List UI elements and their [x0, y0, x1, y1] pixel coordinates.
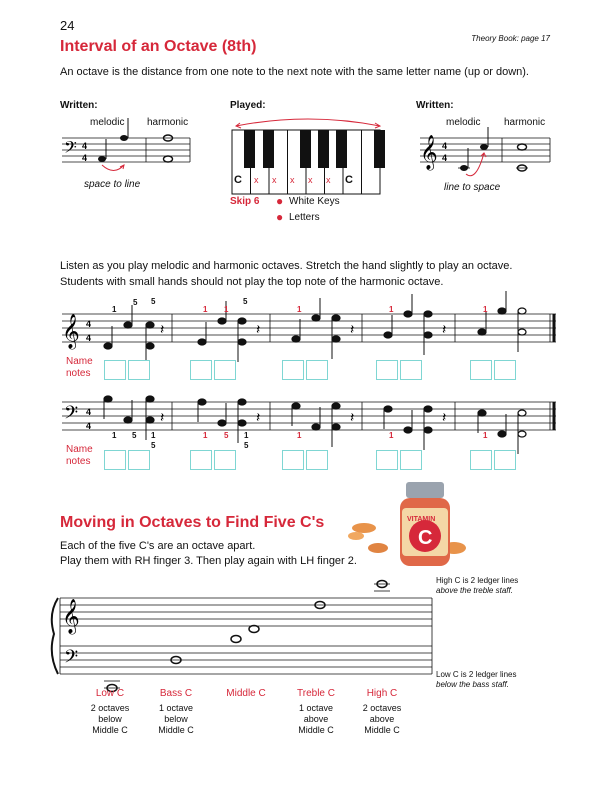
skip-mark: x [272, 175, 277, 185]
note-head [332, 424, 340, 430]
bass-harmonic-label: harmonic [147, 117, 189, 128]
note-head [518, 329, 526, 335]
note-head [238, 318, 246, 324]
svg-text:4: 4 [82, 153, 88, 163]
note-head [518, 308, 526, 314]
note-head [146, 396, 154, 402]
note-head [104, 396, 112, 402]
c-name-label: Treble C [297, 688, 335, 699]
note-head [332, 315, 340, 321]
note-name-box[interactable] [400, 360, 422, 380]
note-head [146, 417, 154, 423]
c-description: 1 octave below Middle C [158, 703, 194, 735]
note-name-box[interactable] [104, 360, 126, 380]
keyboard-right-c: C [345, 174, 353, 186]
note-head [404, 311, 412, 317]
note-head [478, 329, 486, 335]
finger-number: 1 [203, 305, 208, 314]
keyboard-left-c: C [234, 174, 242, 186]
quarter-rest: 𝄽 [160, 410, 165, 426]
note-head [424, 332, 432, 338]
note-name-box[interactable] [214, 360, 236, 380]
note-name-box[interactable] [376, 450, 398, 470]
section-title-2: Moving in Octaves to Find Five C's [60, 514, 325, 531]
treble-exercise-staff [62, 312, 562, 356]
svg-text:𝄢: 𝄢 [64, 403, 79, 428]
quarter-rest: 𝄽 [256, 410, 261, 426]
finger-number: 1 [112, 305, 117, 314]
svg-text:𝄞: 𝄞 [62, 314, 80, 349]
note-name-box[interactable] [306, 450, 328, 470]
note-head [104, 343, 112, 349]
treble-melodic-label: melodic [446, 117, 481, 128]
bass-melodic-label: melodic [90, 117, 125, 128]
note-head [518, 410, 526, 416]
section2-line-1: Each of the five C's are an octave apart. [60, 540, 256, 552]
quarter-rest: 𝄽 [256, 322, 261, 338]
note-name-box[interactable] [282, 360, 304, 380]
c-name-label: Middle C [226, 688, 266, 699]
note-head [384, 332, 392, 338]
grand-staff [48, 574, 438, 694]
finger-number: 1 [483, 305, 488, 314]
note-head [124, 417, 132, 423]
note-head [238, 399, 246, 405]
note-name-box[interactable] [190, 450, 212, 470]
note-name-box[interactable] [400, 450, 422, 470]
note-name-box[interactable] [128, 450, 150, 470]
quarter-rest: 𝄽 [442, 410, 447, 426]
note-head [218, 420, 226, 426]
svg-text:4: 4 [86, 421, 92, 431]
note-head [424, 406, 432, 412]
c-description: 2 octaves below Middle C [90, 703, 130, 735]
note-head [332, 336, 340, 342]
note-head [424, 427, 432, 433]
instruction-line-1: Listen as you play melodic and harmonic octaves. Stretch the hand slightly to play an octave. [60, 260, 513, 272]
skip-mark: x [254, 175, 259, 185]
note-head [518, 431, 526, 437]
note-head [146, 322, 154, 328]
finger-number: 1 [389, 431, 394, 440]
played-heading: Played: [230, 100, 266, 111]
note-head [238, 420, 246, 426]
high-c-note: High C is 2 ledger lines above the treble staff. [436, 576, 519, 595]
treble-octave-staff [420, 134, 560, 178]
bullet-white-keys: White Keys [289, 196, 340, 207]
name-notes-label-1: Name notes [66, 356, 93, 379]
c-name-label: Low C [95, 688, 125, 699]
note-head [498, 308, 506, 314]
svg-text:4: 4 [86, 333, 92, 343]
name-notes-label-2: Name notes [66, 444, 93, 467]
bullet-icon: ● [276, 194, 284, 208]
bottle-letter: C [418, 527, 433, 549]
finger-number: 5 [151, 441, 156, 450]
note-name-box[interactable] [376, 360, 398, 380]
note-head [424, 311, 432, 317]
svg-text:4: 4 [442, 153, 448, 163]
finger-number: 5 [133, 298, 138, 307]
bottle-label: VITAMIN [407, 516, 436, 523]
section-title: Interval of an Octave (8th) [60, 38, 257, 55]
svg-text:𝄞: 𝄞 [62, 599, 80, 634]
finger-number: 1 [244, 431, 249, 440]
finger-number: 1 [297, 431, 302, 440]
note-head [404, 427, 412, 433]
page-number: 24 [60, 18, 75, 33]
c-description: 1 octave above Middle C [298, 703, 334, 735]
skip-mark: x [326, 175, 331, 185]
c-name-label: Bass C [159, 688, 193, 699]
svg-text:4: 4 [82, 141, 88, 151]
c-name-label: High C [366, 688, 398, 699]
quarter-rest: 𝄽 [350, 410, 355, 426]
bass-written-heading: Written: [60, 100, 98, 111]
note-head [312, 315, 320, 321]
note-name-box[interactable] [214, 450, 236, 470]
section2-line-2: Play them with RH finger 3. Then play again with LH finger 2. [60, 555, 357, 567]
finger-number: 1 [203, 431, 208, 440]
skip-label: Skip 6 [230, 196, 260, 207]
low-c-note: Low C is 2 ledger lines below the bass staff. [436, 670, 517, 689]
finger-number: 5 [132, 431, 137, 440]
svg-text:𝄢: 𝄢 [64, 137, 77, 161]
note-head [332, 403, 340, 409]
note-name-box[interactable] [104, 450, 126, 470]
note-name-box[interactable] [128, 360, 150, 380]
skip-mark: x [308, 175, 313, 185]
bullet-icon: ● [276, 210, 284, 224]
bass-octave-staff [62, 134, 202, 178]
note-name-box[interactable] [282, 450, 304, 470]
finger-number: 1 [389, 305, 394, 314]
finger-number: 1 [297, 305, 302, 314]
bullet-letters: Letters [289, 212, 320, 223]
note-head [218, 318, 226, 324]
intro-text: An octave is the distance from one note to the next note with the same letter name (up or down). [60, 66, 529, 78]
finger-number: 5 [151, 297, 156, 306]
vitamin-bottle-illustration [336, 478, 476, 578]
treble-written-heading: Written: [416, 100, 454, 111]
instruction-line-2: Students with small hands should not play the top note of the harmonic octave. [60, 276, 444, 288]
svg-text:𝄢: 𝄢 [64, 647, 79, 672]
svg-text:𝄞: 𝄞 [420, 135, 438, 170]
bass-caption: space to line [84, 179, 141, 190]
note-head [146, 343, 154, 349]
note-head [198, 339, 206, 345]
finger-number: 5 [244, 441, 249, 450]
note-head [124, 322, 132, 328]
note-head [238, 339, 246, 345]
finger-number: 1 [224, 305, 229, 314]
svg-text:4: 4 [86, 407, 92, 417]
quarter-rest: 𝄽 [442, 322, 447, 338]
note-name-box[interactable] [494, 450, 516, 470]
note-name-box[interactable] [190, 360, 212, 380]
note-name-box[interactable] [470, 450, 492, 470]
note-head [312, 424, 320, 430]
finger-number: 5 [224, 431, 229, 440]
quarter-rest: 𝄽 [160, 322, 165, 338]
note-name-box[interactable] [494, 360, 516, 380]
note-head [198, 399, 206, 405]
finger-number: 1 [112, 431, 117, 440]
theory-reference: Theory Book: page 17 [471, 34, 550, 43]
note-head [384, 406, 392, 412]
quarter-rest: 𝄽 [350, 322, 355, 338]
note-head [292, 403, 300, 409]
note-head [498, 431, 506, 437]
note-head [478, 410, 486, 416]
finger-number: 1 [151, 431, 156, 440]
finger-number: 5 [243, 297, 248, 306]
svg-text:4: 4 [86, 319, 92, 329]
skip-mark: x [290, 175, 295, 185]
c-description: 2 octaves above Middle C [362, 703, 402, 735]
treble-harmonic-label: harmonic [504, 117, 546, 128]
note-head [292, 336, 300, 342]
svg-text:4: 4 [442, 141, 448, 151]
note-name-box[interactable] [470, 360, 492, 380]
treble-caption: line to space [444, 182, 501, 193]
note-name-box[interactable] [306, 360, 328, 380]
finger-number: 1 [483, 431, 488, 440]
